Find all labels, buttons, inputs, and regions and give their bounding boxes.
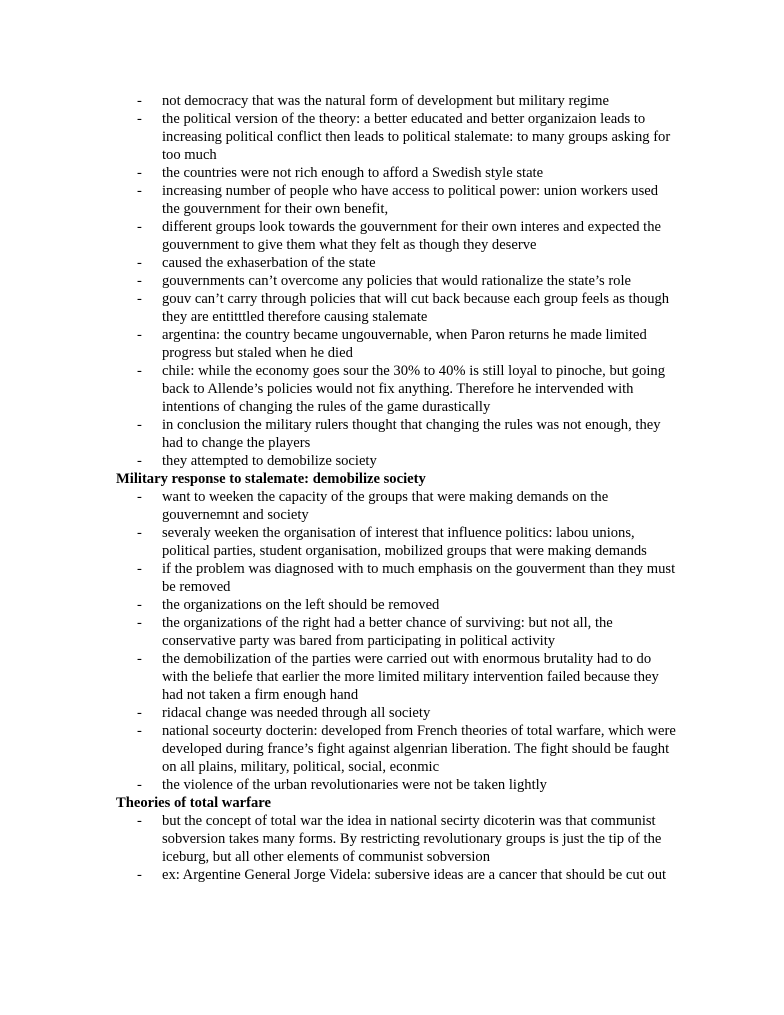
list-item-text: national soceurty docterin: developed from French theories of total warfare, which were developed during france’s fight against algenrian liberation. The fight should be faught on all plains, military, political, social, econmic bbox=[162, 723, 676, 775]
list-item-text: gouvernments can’t overcome any policies that would rationalize the state’s role bbox=[162, 273, 632, 289]
list-item-text: different groups look towards the gouvernment for their own interes and expected the gouvernment to give them what they felt as though they deserve bbox=[162, 219, 662, 253]
list-item-text: the political version of the theory: a better educated and better organizaion leads to increasing political conflict then leads to political stalemate: to many groups asking for too much bbox=[162, 111, 671, 163]
list-item-text: the organizations on the left should be removed bbox=[162, 597, 440, 613]
bullet-dash: - bbox=[137, 327, 142, 343]
bullet-dash: - bbox=[137, 561, 142, 577]
list-item bbox=[0, 560, 784, 596]
list-item bbox=[0, 452, 784, 470]
list-item-text: the organizations of the right had a better chance of surviving: but not all, the conservative party was bared from participating in political activity bbox=[162, 615, 613, 649]
bullet-dash: - bbox=[137, 417, 142, 433]
list-item-text: gouv can’t carry through policies that will cut back because each group feels as though they are entitttled therefore causing stalemate bbox=[162, 291, 670, 325]
bullet-list-section-1 bbox=[0, 92, 784, 470]
list-item-text: ex: Argentine General Jorge Videla: subersive ideas are a cancer that should be cut out bbox=[162, 867, 667, 883]
list-item bbox=[0, 866, 784, 884]
list-item bbox=[0, 488, 784, 524]
list-item-text: the violence of the urban revolutionaries were not be taken lightly bbox=[162, 777, 547, 793]
list-item bbox=[0, 254, 784, 272]
bullet-dash: - bbox=[137, 255, 142, 271]
list-item bbox=[0, 110, 784, 164]
list-item bbox=[0, 362, 784, 416]
bullet-dash: - bbox=[137, 525, 142, 541]
list-item-text: ridacal change was needed through all society bbox=[162, 705, 431, 721]
bullet-dash: - bbox=[137, 615, 142, 631]
list-item-text: but the concept of total war the idea in national secirty dicoterin was that communist sobversion takes many forms. By restricting revolutionary groups is just the tip of the iceburg, but all other elements of communist sobversion bbox=[162, 813, 662, 865]
bullet-dash: - bbox=[137, 273, 142, 289]
list-item bbox=[0, 164, 784, 182]
bullet-dash: - bbox=[137, 651, 142, 667]
list-item-text: want to weeken the capacity of the groups that were making demands on the gouvernemnt and society bbox=[162, 489, 609, 523]
bullet-dash: - bbox=[137, 165, 142, 181]
list-item-text: if the problem was diagnosed with to much emphasis on the gouverment than they must be removed bbox=[162, 561, 676, 595]
list-item bbox=[0, 290, 784, 326]
list-item-text: severaly weeken the organisation of interest that influence politics: labou unions, political parties, student organisation, mobilized groups that were making demands bbox=[162, 525, 647, 559]
bullet-dash: - bbox=[137, 453, 142, 469]
list-item bbox=[0, 326, 784, 362]
bullet-dash: - bbox=[137, 219, 142, 235]
list-item bbox=[0, 812, 784, 866]
bullet-dash: - bbox=[137, 93, 142, 109]
section-heading-military-response: Military response to stalemate: demobilize society bbox=[116, 471, 426, 487]
list-item bbox=[0, 92, 784, 110]
list-item-text: they attempted to demobilize society bbox=[162, 453, 377, 469]
list-item-text: increasing number of people who have access to political power: union workers used the gouvernment for their own benefit, bbox=[162, 183, 659, 217]
bullet-list-section-3 bbox=[0, 812, 784, 884]
bullet-dash: - bbox=[137, 597, 142, 613]
list-item bbox=[0, 650, 784, 704]
bullet-dash: - bbox=[137, 723, 142, 739]
list-item bbox=[0, 524, 784, 560]
bullet-dash: - bbox=[137, 813, 142, 829]
list-item bbox=[0, 704, 784, 722]
list-item bbox=[0, 182, 784, 218]
bullet-list-section-2 bbox=[0, 488, 784, 794]
list-item bbox=[0, 416, 784, 452]
document-page bbox=[0, 92, 784, 884]
list-item-text: in conclusion the military rulers thought that changing the rules was not enough, they had to change the players bbox=[162, 417, 661, 451]
bullet-dash: - bbox=[137, 291, 142, 307]
list-item bbox=[0, 272, 784, 290]
bullet-dash: - bbox=[137, 867, 142, 883]
bullet-dash: - bbox=[137, 777, 142, 793]
list-item bbox=[0, 776, 784, 794]
bullet-dash: - bbox=[137, 489, 142, 505]
list-item bbox=[0, 596, 784, 614]
bullet-dash: - bbox=[137, 705, 142, 721]
bullet-dash: - bbox=[137, 363, 142, 379]
list-item-text: argentina: the country became ungouvernable, when Paron returns he made limited progress but staled when he died bbox=[162, 327, 647, 361]
list-item-text: the demobilization of the parties were carried out with enormous brutality had to do with the beliefe that earlier the more limited military intervention failed because they had not taken a firm enough hand bbox=[162, 651, 659, 703]
list-item-text: caused the exhaserbation of the state bbox=[162, 255, 376, 271]
list-item bbox=[0, 614, 784, 650]
list-item-text: not democracy that was the natural form of development but military regime bbox=[162, 93, 609, 109]
bullet-dash: - bbox=[137, 111, 142, 127]
list-item bbox=[0, 722, 784, 776]
section-heading-total-warfare: Theories of total warfare bbox=[116, 795, 271, 811]
list-item-text: the countries were not rich enough to afford a Swedish style state bbox=[162, 165, 544, 181]
bullet-dash: - bbox=[137, 183, 142, 199]
list-item-text: chile: while the economy goes sour the 30% to 40% is still loyal to pinoche, but going back to Allende’s policies would not fix anything. Therefore he intervended with intentions of changing the rules of the game durastically bbox=[162, 363, 665, 415]
list-item bbox=[0, 218, 784, 254]
